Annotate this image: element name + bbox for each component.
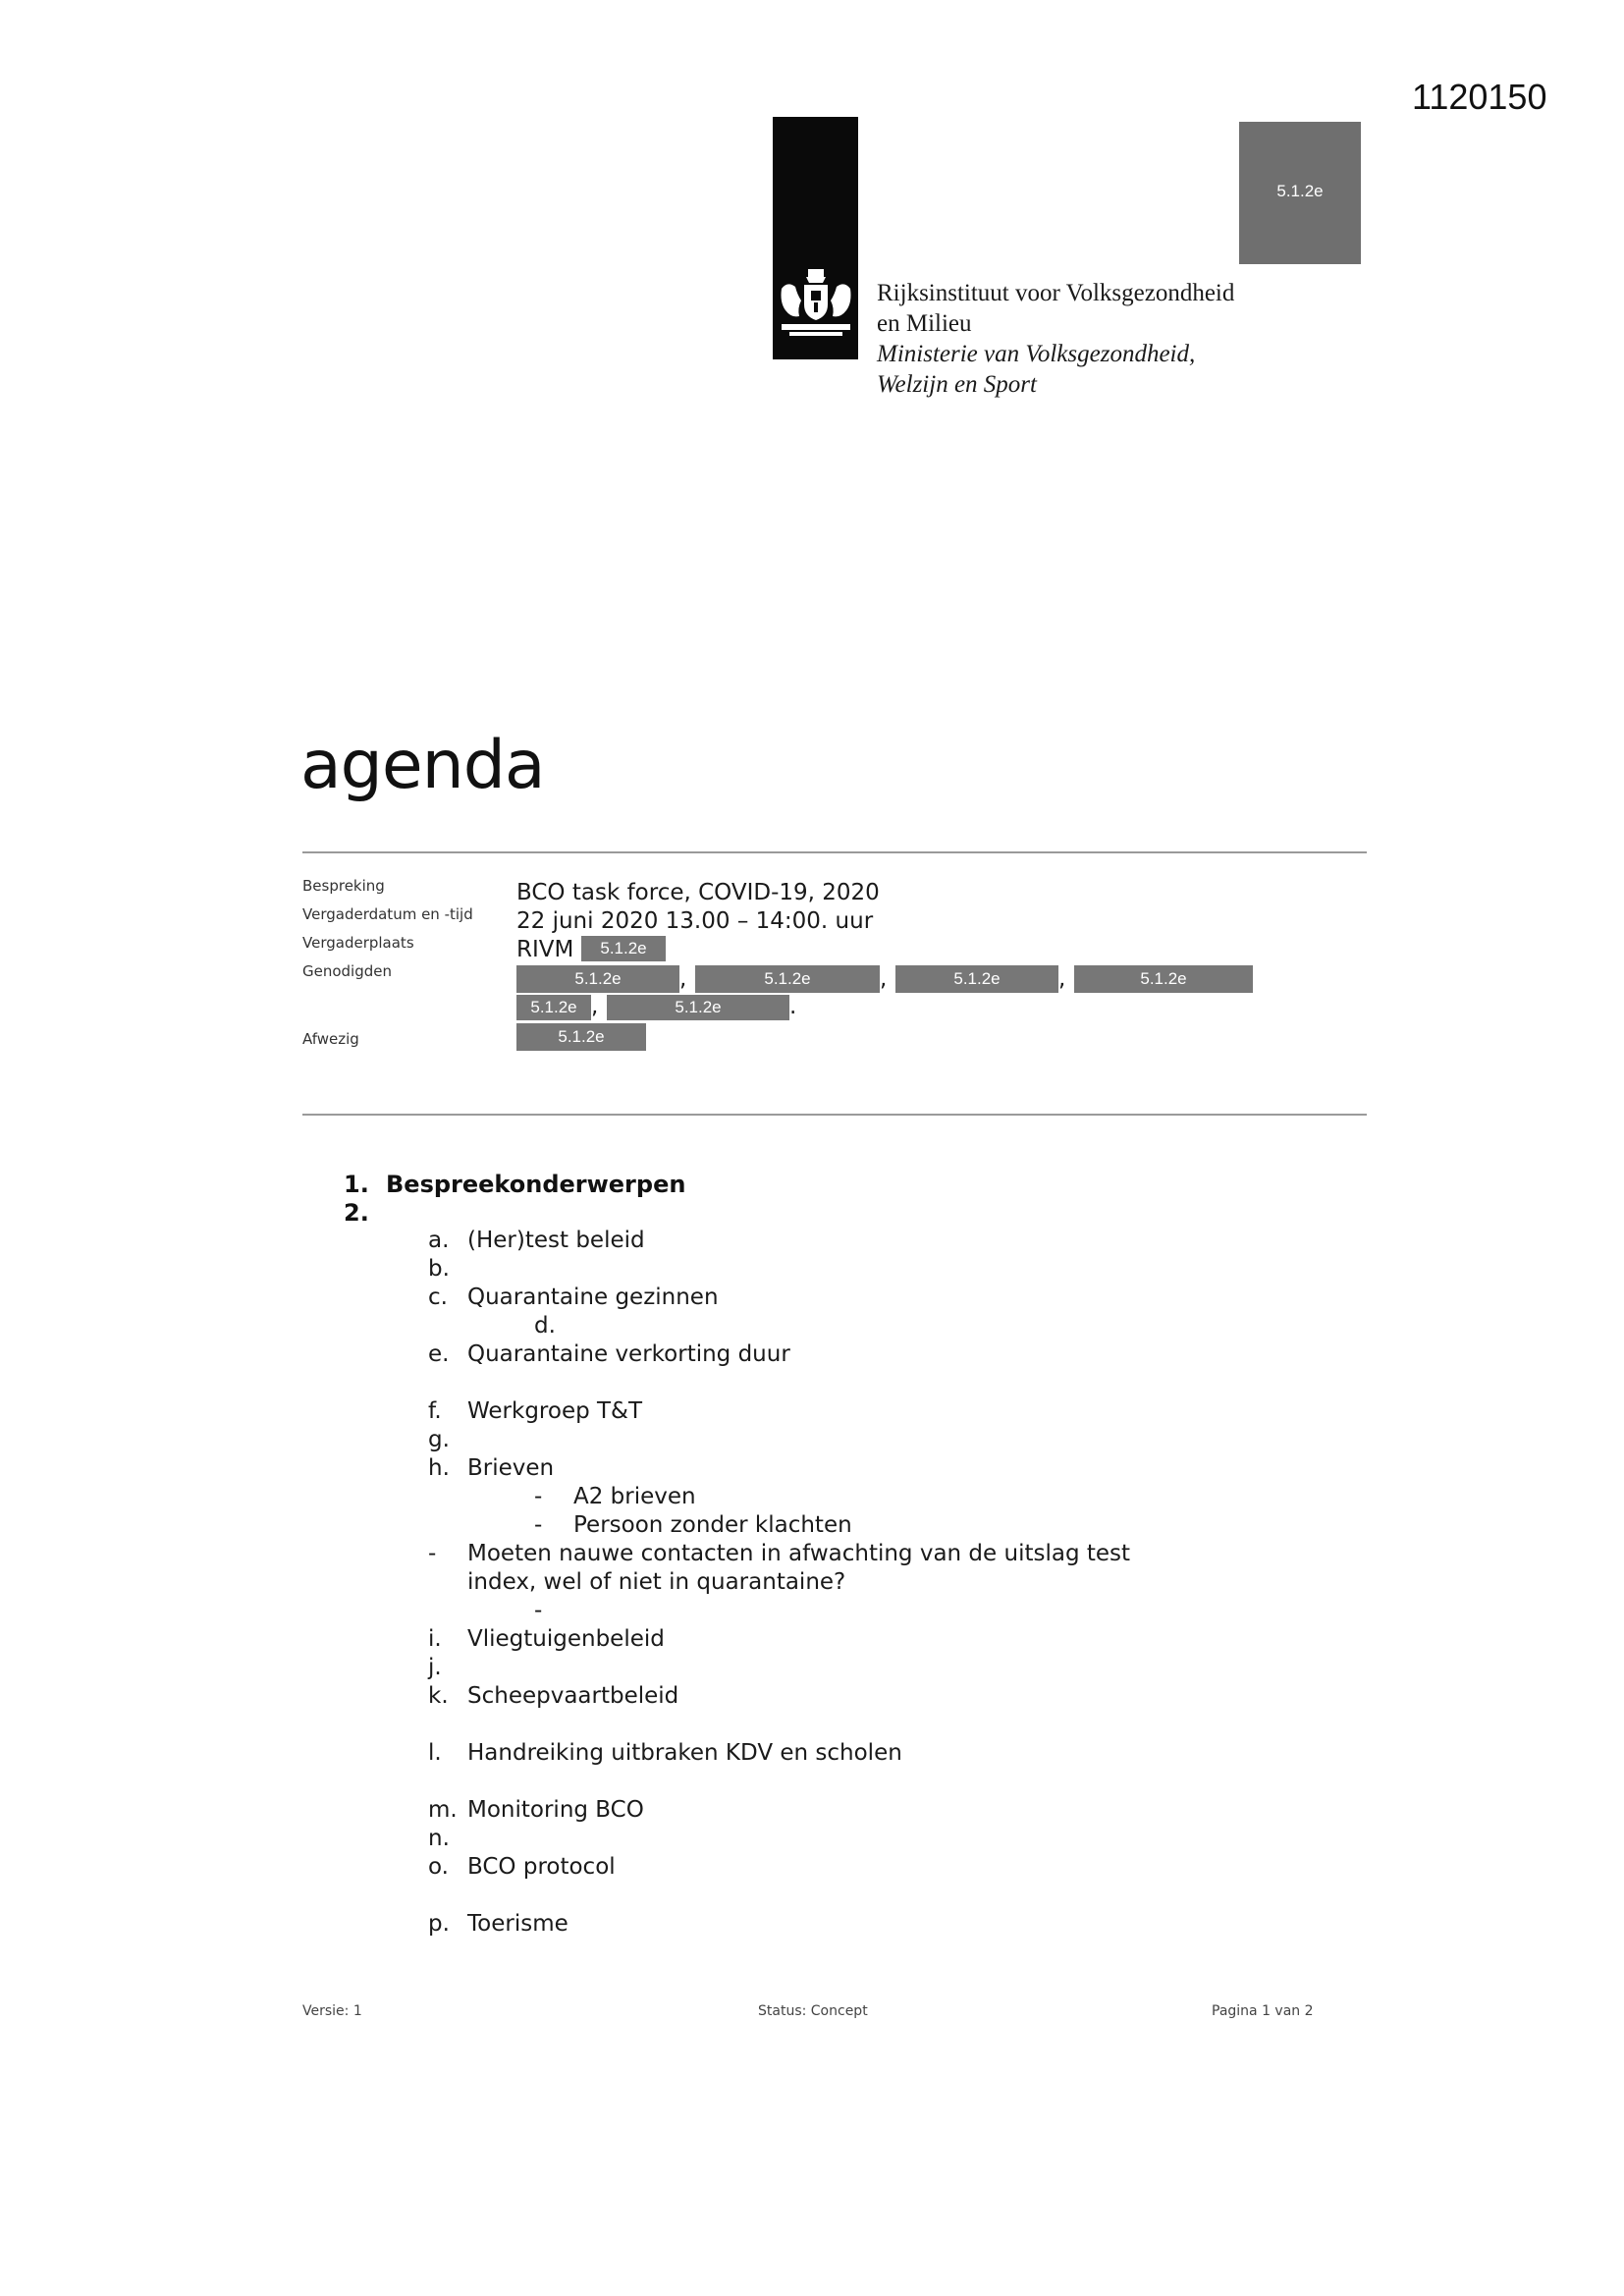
divider-bottom (302, 1114, 1367, 1116)
item-marker: i. (428, 1626, 442, 1652)
item-text: BCO protocol (467, 1854, 616, 1880)
separator-comma: , (880, 966, 888, 992)
separator-comma: , (591, 994, 599, 1019)
agenda-number-2: 2. (344, 1199, 369, 1227)
item-text: Handreiking uitbraken KDV en scholen (467, 1740, 902, 1766)
item-marker: n. (428, 1826, 450, 1851)
redaction-block (1239, 122, 1361, 264)
list-item (428, 1626, 665, 1652)
item-text: Toerisme (467, 1911, 568, 1937)
item-marker: e. (428, 1341, 450, 1367)
footer-pagina: Pagina 1 van 2 (1212, 2003, 1314, 2019)
list-item (534, 1313, 573, 1339)
divider-top (302, 851, 1367, 853)
item-marker: j. (428, 1655, 442, 1680)
org-line-4: Welzijn en Sport (877, 371, 1037, 398)
item-text: Quarantaine gezinnen (467, 1285, 719, 1310)
org-line-2: en Milieu (877, 310, 972, 337)
label-vergaderdatum: Vergaderdatum en -tijd (302, 905, 473, 923)
item-marker: g. (428, 1427, 450, 1452)
list-item (428, 1256, 467, 1282)
crest-icon (776, 267, 856, 338)
org-line-3: Ministerie van Volksgezondheid, (877, 341, 1196, 367)
list-item (428, 1740, 902, 1766)
redaction-plaats: 5.1.2e (581, 936, 666, 961)
item-text: Moeten nauwe contacten in afwachting van de uitslag test (467, 1541, 1131, 1566)
item-text: index, wel of niet in quarantaine? (467, 1569, 846, 1595)
list-item (428, 1541, 1130, 1566)
value-vergaderplaats: RIVM (516, 937, 574, 962)
list-item (428, 1797, 644, 1823)
item-marker: m. (428, 1797, 458, 1823)
item-text: Brieven (467, 1455, 555, 1481)
redaction-genodigde-3: 5.1.2e (895, 965, 1058, 993)
list-item (428, 1655, 467, 1680)
item-marker: - (534, 1484, 543, 1509)
redaction-label: 5.1.2e (1276, 182, 1324, 200)
redaction-genodigde-1: 5.1.2e (516, 965, 679, 993)
list-item (428, 1228, 645, 1253)
list-item (534, 1598, 573, 1623)
list-item (428, 1854, 616, 1880)
item-marker: o. (428, 1854, 449, 1880)
label-afwezig: Afwezig (302, 1030, 359, 1048)
item-marker: p. (428, 1911, 450, 1937)
label-bespreking: Bespreking (302, 877, 385, 895)
list-item (428, 1826, 467, 1851)
item-marker: b. (428, 1256, 450, 1282)
list-item (428, 1455, 554, 1481)
separator-comma: , (679, 966, 687, 992)
list-item (428, 1427, 467, 1452)
list-item (428, 1341, 790, 1367)
value-vergaderdatum: 22 juni 2020 13.00 – 14:00. uur (516, 908, 874, 934)
page-title: agenda (300, 727, 545, 804)
item-marker: c. (428, 1285, 448, 1310)
redaction-genodigde-4: 5.1.2e (1074, 965, 1253, 993)
agenda-number-1: 1. (344, 1171, 369, 1198)
organization-name (877, 278, 1234, 400)
item-marker: - (428, 1541, 437, 1566)
item-marker: l. (428, 1740, 442, 1766)
list-item (534, 1484, 696, 1509)
label-genodigden: Genodigden (302, 962, 393, 980)
agenda-heading: Bespreekonderwerpen (386, 1171, 686, 1198)
item-text: Scheepvaartbeleid (467, 1683, 679, 1709)
footer-versie: Versie: 1 (302, 2003, 362, 2019)
item-marker: d. (534, 1313, 556, 1339)
item-text: Monitoring BCO (467, 1797, 644, 1823)
item-text: A2 brieven (573, 1484, 696, 1509)
item-marker: f. (428, 1398, 442, 1424)
item-marker: - (534, 1598, 543, 1623)
separator-period: . (789, 994, 797, 1019)
redaction-genodigde-5: 5.1.2e (516, 995, 591, 1020)
list-item (428, 1683, 678, 1709)
list-item (428, 1398, 642, 1424)
value-bespreking: BCO task force, COVID-19, 2020 (516, 880, 880, 905)
item-text: (Her)test beleid (467, 1228, 645, 1253)
item-marker: a. (428, 1228, 450, 1253)
item-text: Persoon zonder klachten (573, 1512, 852, 1538)
item-marker: k. (428, 1683, 449, 1709)
document-number: 1120150 (1412, 77, 1547, 117)
list-item (428, 1569, 845, 1595)
item-text: Werkgroep T&T (467, 1398, 643, 1424)
item-marker: h. (428, 1455, 450, 1481)
item-marker: - (534, 1512, 543, 1538)
item-text: Quarantaine verkorting duur (467, 1341, 790, 1367)
label-vergaderplaats: Vergaderplaats (302, 934, 414, 952)
list-item (428, 1285, 719, 1310)
list-item (428, 1911, 568, 1937)
separator-comma: , (1058, 966, 1066, 992)
redaction-afwezig: 5.1.2e (516, 1023, 646, 1051)
redaction-genodigde-6: 5.1.2e (607, 995, 789, 1020)
org-line-1: Rijksinstituut voor Volksgezondheid (877, 280, 1235, 306)
item-text: Vliegtuigenbeleid (467, 1626, 665, 1652)
list-item (534, 1512, 852, 1538)
footer-status: Status: Concept (758, 2003, 868, 2019)
redaction-genodigde-2: 5.1.2e (695, 965, 880, 993)
